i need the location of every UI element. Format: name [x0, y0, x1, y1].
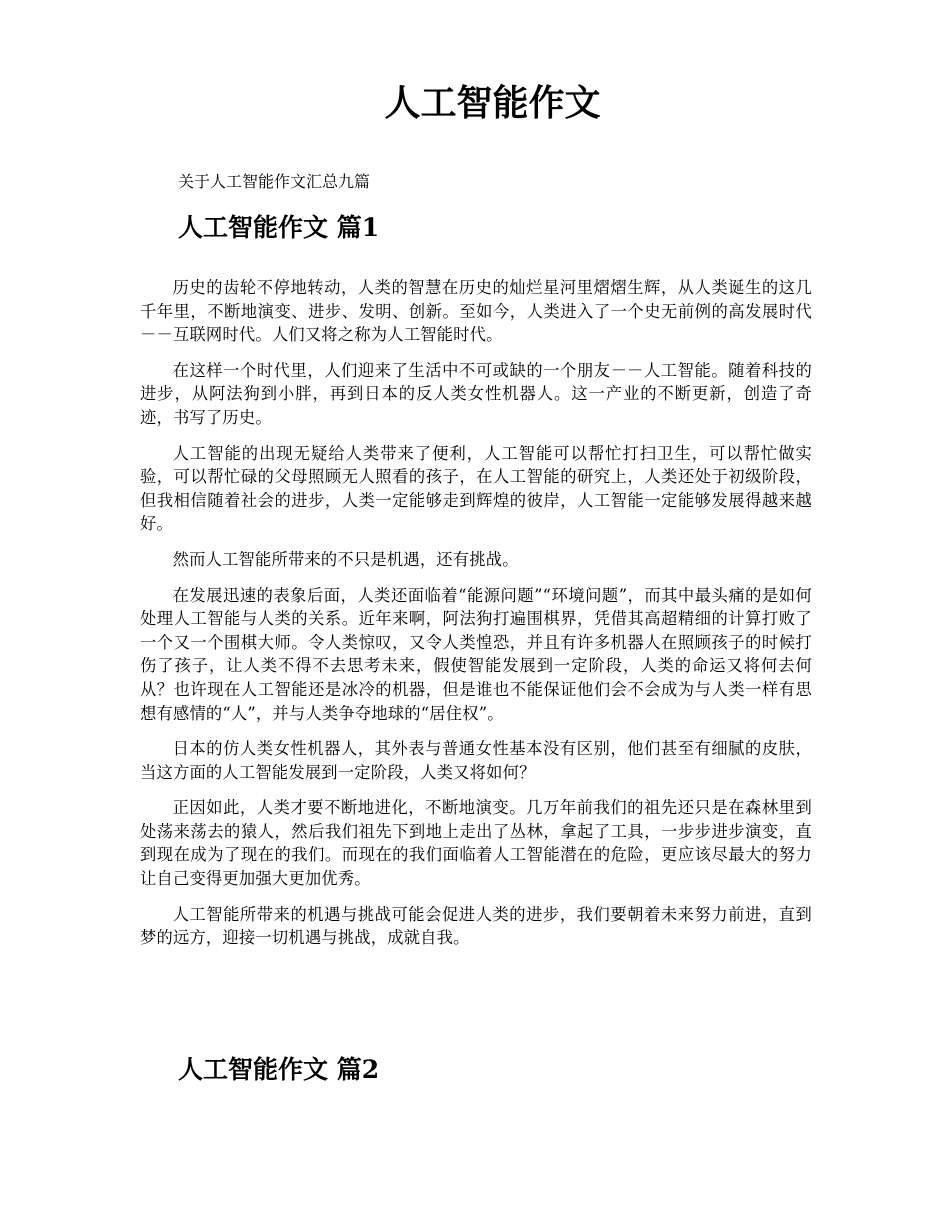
paragraph: 在这样一个时代里，人们迎来了生活中不可或缺的一个朋友－－人工智能。随着科技的进步，从阿法狗到小胖，再到日本的反人类女性机器人。这一产业的不断更新，创造了奇迹，书写了历史。: [140, 360, 812, 427]
section-1-body: [140, 276, 812, 962]
paragraph: 然而人工智能所带来的不只是机遇，还有挑战。: [172, 549, 519, 569]
document-subtitle: 关于人工智能作文汇总九篇: [178, 172, 371, 191]
document-title: 人工智能作文: [384, 82, 601, 124]
paragraph: 人工智能的出现无疑给人类带来了便利，人工智能可以帮忙打扫卫生，可以帮忙做实验，可以帮忙碌的父母照顾无人照看的孩子，在人工智能的研究上，人类还处于初级阶段，但我相信随着社会的进步，人类一定能够走到辉煌的彼岸，人工智能一定能够发展得越来越好。: [140, 443, 812, 534]
section-heading-2: 人工智能作文 篇2: [178, 1055, 380, 1084]
paragraph: 正因如此，人类才要不断地进化，不断地演变。几万年前我们的祖先还只是在森林里到处荡来荡去的猿人，然后我们祖先下到地上走出了丛林，拿起了工具，一步步进步演变，直到现在成为了现在的我们。而现在的我们面临着人工智能潜在的危险，更应该尽最大的努力让自己变得更加强大更加优秀。: [140, 798, 812, 889]
paragraph: 人工智能所带来的机遇与挑战可能会促进人类的进步，我们要朝着未来努力前进，直到梦的远方，迎接一切机遇与挑战，成就自我。: [140, 904, 812, 948]
paragraph: 日本的仿人类女性机器人，其外表与普通女性基本没有区别，他们甚至有细腻的皮肤，当这方面的人工智能发展到一定阶段，人类又将如何？: [140, 739, 812, 782]
paragraph: 历史的齿轮不停地转动，人类的智慧在历史的灿烂星河里熠熠生辉，从人类诞生的这几千年里，不断地演变、进步、发明、创新。至如今，人类进入了一个史无前例的高发展时代－－互联网时代。人们又将之称为人工智能时代。: [140, 278, 812, 345]
paragraph: 在发展迅速的表象后面，人类还面临着“能源问题”“环境问题”，而其中最头痛的是如何处理人工智能与人类的关系。近年来啊，阿法狗打遍围棋界，凭借其高超精细的计算打败了一个又一个围棋大师。令人类惊叹，又令人类惶恐，并且有许多机器人在照顾孩子的时候打伤了孩子，让人类不得不去思考未来，假使智能发展到一定阶段，人类的命运又将何去何从？也许现在人工智能还是冰冷的机器，但是谁也不能保证他们会不会成为与人类一样有思想有感情的“人”，并与人类争夺地球的“居住权”。: [140, 585, 812, 723]
section-heading-1: 人工智能作文 篇1: [178, 213, 380, 242]
